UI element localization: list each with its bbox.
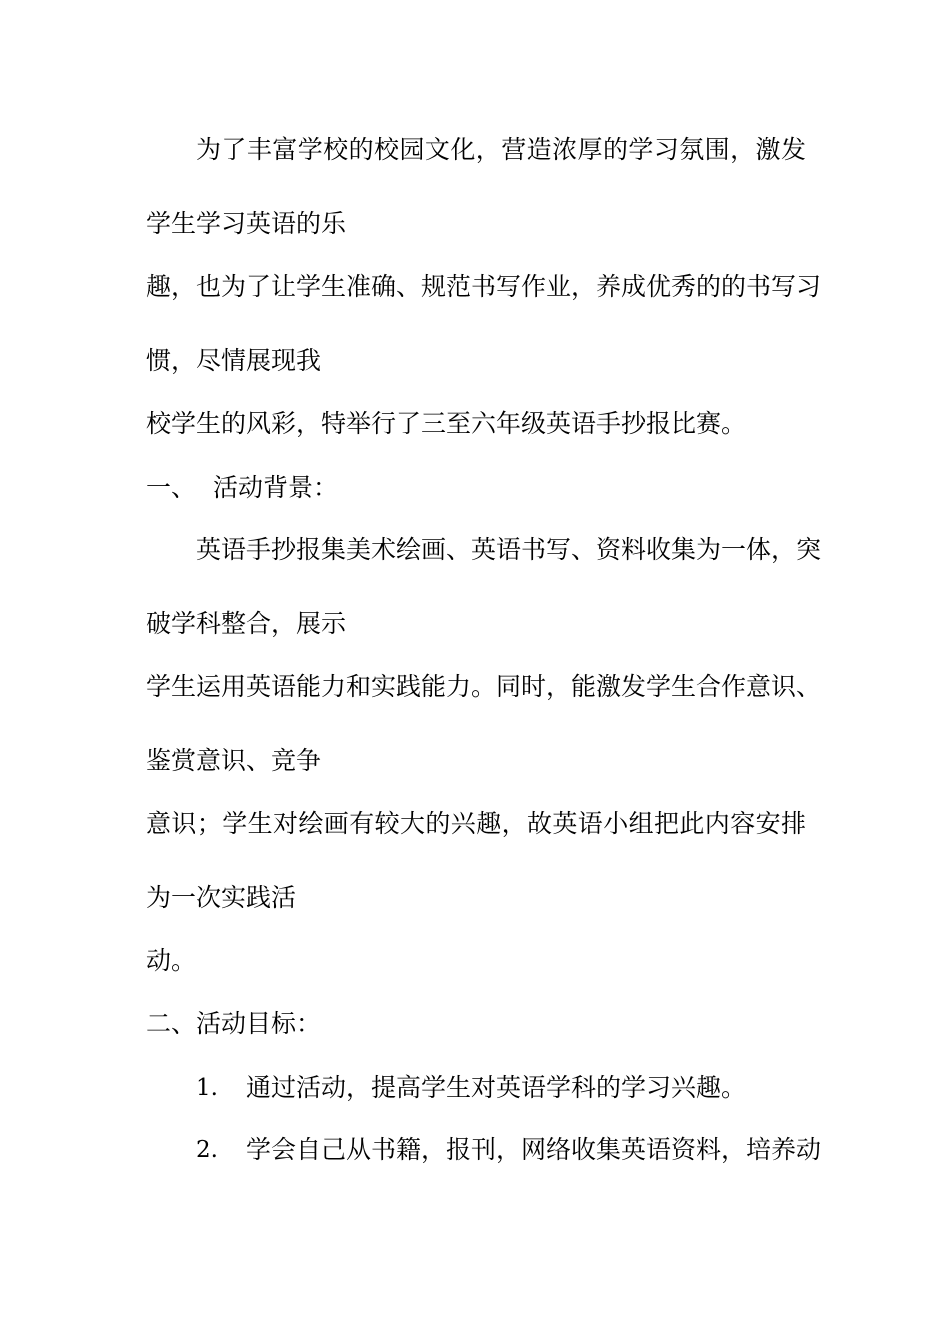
- paragraph-line: 英语手抄报集美术绘画、英语书写、资料收集为一体，突: [196, 535, 822, 564]
- paragraph-line: 惯，尽情展现我: [146, 346, 322, 375]
- list-item: 通过活动，提高学生对英语学科的学习兴趣。: [246, 1073, 747, 1102]
- paragraph-line: 为一次实践活: [146, 883, 297, 912]
- list-number: 1.: [196, 1075, 218, 1101]
- paragraph-line: 学生运用英语能力和实践能力。同时，能激发学生合作意识、: [146, 672, 822, 701]
- list-item: 学会自己从书籍，报刊，网络收集英语资料，培养动: [246, 1135, 822, 1164]
- paragraph-line: 破学科整合，展示: [146, 609, 347, 638]
- section-heading: 二、活动目标：: [146, 1009, 322, 1038]
- section-number: 一、: [146, 473, 197, 502]
- paragraph-line: 趣，也为了让学生准确、规范书写作业，养成优秀的的书写习: [146, 272, 822, 301]
- paragraph-line: 校学生的风彩，特举行了三至六年级英语手抄报比赛。: [146, 409, 747, 438]
- paragraph-line: 动。: [146, 946, 197, 975]
- list-number: 2.: [196, 1137, 218, 1163]
- paragraph-line: 意识；学生对绘画有较大的兴趣，故英语小组把此内容安排: [146, 809, 806, 838]
- section-heading: 活动背景：: [213, 473, 339, 502]
- paragraph-line: 鉴赏意识、竞争: [146, 746, 322, 775]
- paragraph-line: 为了丰富学校的校园文化，营造浓厚的学习氛围，激发: [196, 135, 806, 164]
- paragraph-line: 学生学习英语的乐: [146, 209, 347, 238]
